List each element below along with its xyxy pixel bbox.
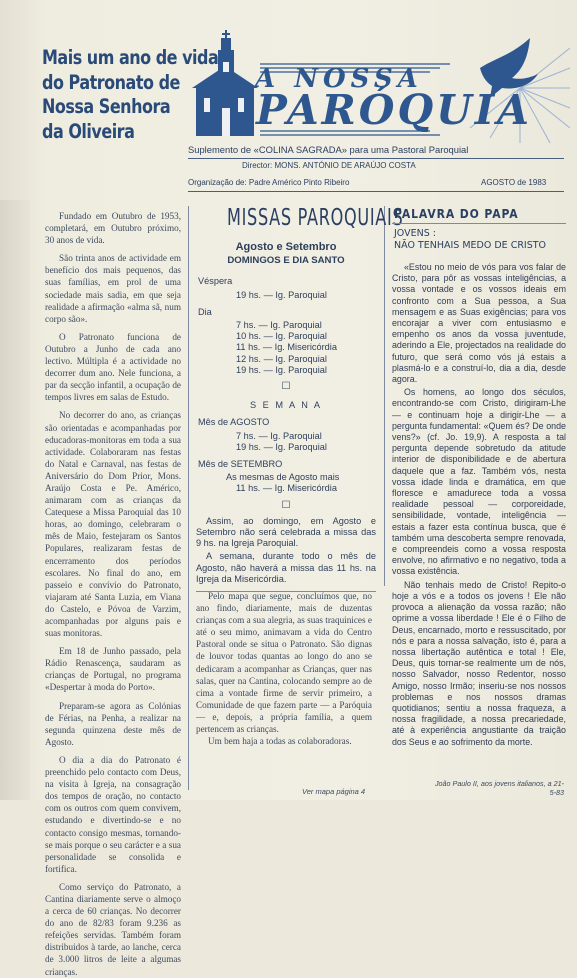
- semana-label: S E M A N A: [249, 400, 323, 411]
- headline-line: Mais um ano de vida: [42, 46, 219, 69]
- article-paragraph: Fundado em Outubro de 1953, completará, em Outubro próximo, 30 anos de vida.: [45, 211, 181, 246]
- article-paragraph: Não tenhais medo de Cristo! Repito-o hoje a vós e a todos os jovens ! Ele não provoca a alienação da vossa razão; não oprime a vossa liberdade ! Ele é o Filho de Deus, encarnado, morto e ressuscitado, por nós e para a nossa salvação, isto é, para a nossa libertação autêntica e total ! Ele, Deus, quis tornar-se realmente um de nós, nosso Salvador, nosso Redentor, nosso Amigo, nosso Irmão; inseriu-se nos nossos problemas e nos nossos dramas quotidianos; sentiu a nossa fraqueza, a nossa fragilidade, a nossa precariedade, até à experiência angustiante da traição dos Seus e ao sofrimento da morte.: [392, 579, 566, 747]
- mass-time: 19 hs. — Ig. Paroquial: [236, 364, 327, 375]
- headline-line: do Patronato de: [42, 70, 180, 94]
- palavra-papa-rule: [392, 223, 566, 224]
- article-paragraph: O dia a dia do Patronato é preenchido pelo contacto com Deus, na visita à Igreja, na consagração dos tempos de oração, no contacto com os outros com quem convivem, estudando e divertindo-se e no contacto consigo mesmas, tornando-se mais porque o seu carácter e a sua personalidade se consolida e fortifica.: [45, 754, 181, 874]
- masthead-title-line2: PARÓQUIA: [256, 86, 532, 134]
- continuation-note: Ver mapa página 4: [302, 787, 366, 796]
- setembro-note: As mesmas de Agosto mais: [226, 472, 340, 483]
- vespera-label: Véspera: [198, 276, 233, 287]
- article-paragraph: Um bem haja a todas as colaboradoras.: [208, 736, 352, 747]
- church-icon: [192, 30, 258, 136]
- article-paragraph: No decorrer do ano, as crianças são orientadas e acompanhadas por educadoras-monitoras em toda a sua actividade. Colaboraram nas festas do Natal e Carnaval, nas festas de Aniversário do Dom Prior, Mons. Araújo Costa e Pe. Américo, animaram com as crianças da Catequese a Missa Paroquial das 10 horas, ao domingo, celebraram o mês de Maio, festejaram os Santos Populares, realizaram festas de encerramento dos períodos escolares. No final do ano, em passeio e convívio do Patronato, viajaram até Santa Luzia, em Viana do Castelo, e Póvoa de Varzim, acompanhadas por alguns pais e suas monitoras.: [45, 410, 181, 639]
- palavra-papa-subtitle: [394, 228, 546, 251]
- masthead-supplement: Suplemento de «COLINA SAGRADA» para uma Pastoral Paroquial: [188, 144, 469, 155]
- agosto-label: Mês de AGOSTO: [198, 417, 270, 428]
- article-paragraph: Os homens, ao longo dos séculos, encontrando-se com Cristo, dirigiram-Lhe — e continuam hoje a dirigir-Lhe — a pergunta fundamental: «Quem és? De onde vens?» (cf. Jo. 19,9). A resposta a tal pergunta depende sobretudo da atitude interior de disponibilidade e de abertura daquele que a faz. Também vós, nesta vossa idade linda e dramática, em que floresce e amadurece toda a vossa realidade pessoal — corporeidade, sensibilidade, vontade, inteligência — estais a fazer esta contínua busca, que é também uma descoberta sempre renovada, e compreendeis como a vossa resposta envolve, no afirmativo e no negativo, toda a vossa existência.: [392, 387, 566, 577]
- section-separator: ☐: [281, 381, 291, 393]
- subtitle-line: NÃO TENHAIS MEDO DE CRISTO: [394, 239, 547, 251]
- article-paragraph: «Estou no meio de vós para vos falar de Cristo, para pôr as vossas inteligências, a vossa vontade e os vossos ideais em confronto com a Sua pessoa, a Sua mensagem e as Suas exigências; para vos encorajar a viver com entusiasmo e empenho os anos da vossa juventude, aderindo a Ele, projectados na realidade do futuro, que será como vós já estais a plasmá-lo e a construí-lo, dia a dia, desde agora.: [392, 262, 566, 385]
- missas-schedule: [196, 236, 376, 592]
- article-paragraph: Preparam-se agora as Colónias de Férias, na Penha, a realizar na segunda quinzena deste mês de Agosto.: [45, 700, 181, 747]
- main-headline: [42, 46, 219, 144]
- article-paragraph: O Patronato funciona de Outubro a Junho de cada ano lectivo. Múltipla é a actividade no decorrer dum ano. Nele funciona, a par da secção infantil, a ocupação de tempos livres em salas de Estudo.: [45, 331, 181, 403]
- column-divider: [384, 206, 385, 586]
- article-paragraph: Pelo mapa que segue, concluímos que, no ano findo, diariamente, mais de duzentas crianças com a sua alegria, as suas traquinices e até o seu mimo, animavam a vida do Centro Pastoral onde se situa o Patronato. São dignas de louvor todas quantas ao longo do ano se dedicaram a acompanhar as Crianças, quer nas salas, quer na Cantina, colocando sempre ao de cima a vontade firme de servir primeiro, a Comunidade de que fazem parte — a Paróquia — e, depois, a própria família, a quem pertencem as crianças.: [196, 591, 372, 735]
- missas-period: Agosto e Setembro: [235, 241, 337, 253]
- masthead-director: Director: MONS. ANTÓNIO DE ARAÚJO COSTA: [242, 161, 416, 170]
- section-separator: ☐: [281, 499, 291, 511]
- mass-time: 11 hs. — Ig. Misericórdia: [236, 342, 337, 353]
- mass-time: 10 hs. — Ig. Paroquial: [236, 331, 327, 342]
- article-paragraph: Em 18 de Junho passado, pela Rádio Renascença, saudaram as crianças de Portugal, no programa «Despertar à moda do Porto».: [45, 646, 181, 693]
- column-divider: [188, 206, 189, 790]
- mass-time: 7 hs. — Ig. Paroquial: [236, 430, 322, 441]
- missas-sunday-label: DOMINGOS E DIA SANTO: [227, 255, 345, 267]
- palavra-papa-body: [392, 262, 566, 750]
- headline-line: Nossa Senhora: [42, 95, 171, 118]
- missas-note: Assim, ao domingo, em Agosto e Setembro não será celebrada a missa das 9 hs. na Igreja Paroquial.: [196, 515, 376, 549]
- masthead-organizacao: Organização de: Padre Américo Pinto Ribeiro: [188, 178, 350, 187]
- page-spine-shadow: [0, 200, 30, 800]
- mass-time: 7 hs. — Ig. Paroquial: [236, 320, 322, 331]
- article-patronato-continued: [196, 590, 372, 747]
- subtitle-line: JOVENS :: [394, 228, 436, 239]
- masthead-title-line1: A NOSSA: [255, 64, 423, 94]
- article-paragraph: São trinta anos de actividade em benefício dos mais pequenos, das suas famílias, em prol de uma sociedade mais sadia, em que seja realidade a afirmação «alma sã, num corpo são».: [45, 253, 181, 324]
- mass-time: 12 hs. — Ig. Paroquial: [236, 353, 327, 364]
- mass-time: 11 hs. — Ig. Misericórdia: [236, 483, 337, 494]
- missas-title: MISSAS PAROQUIAIS: [227, 205, 404, 231]
- issue-date: AGOSTO de 1983: [481, 178, 547, 187]
- headline-line: da Oliveira: [42, 119, 135, 143]
- header-rule: [188, 191, 564, 192]
- mass-time: 19 hs. — Ig. Paroquial: [236, 289, 327, 300]
- palavra-papa-title: PALAVRA DO PAPA: [394, 207, 519, 221]
- article-patronato: [45, 210, 181, 978]
- palavra-papa-signature: João Paulo II, aos jovens italianos, a 21-5-83: [434, 779, 564, 797]
- missas-notes: [196, 516, 376, 585]
- masthead-divider: [188, 158, 564, 159]
- setembro-label: Mês de SETEMBRO: [198, 459, 283, 470]
- mass-time: 19 hs. — Ig. Paroquial: [236, 441, 327, 452]
- dia-label: Dia: [198, 306, 212, 317]
- missas-note: A semana, durante todo o mês de Agosto, não haverá a missa das 11 hs. na Igreja da Misericórdia.: [196, 551, 376, 584]
- article-paragraph: Como serviço do Patronato, a Cantina diariamente serve o almoço a cerca de 60 crianças. No decorrer do ano de 82/83 foram 9.236 as refeições servidas. Também foram distribuidos à tarde, ao lanche, cerca de 3.000 litros de leite a algumas crianças.: [45, 881, 181, 977]
